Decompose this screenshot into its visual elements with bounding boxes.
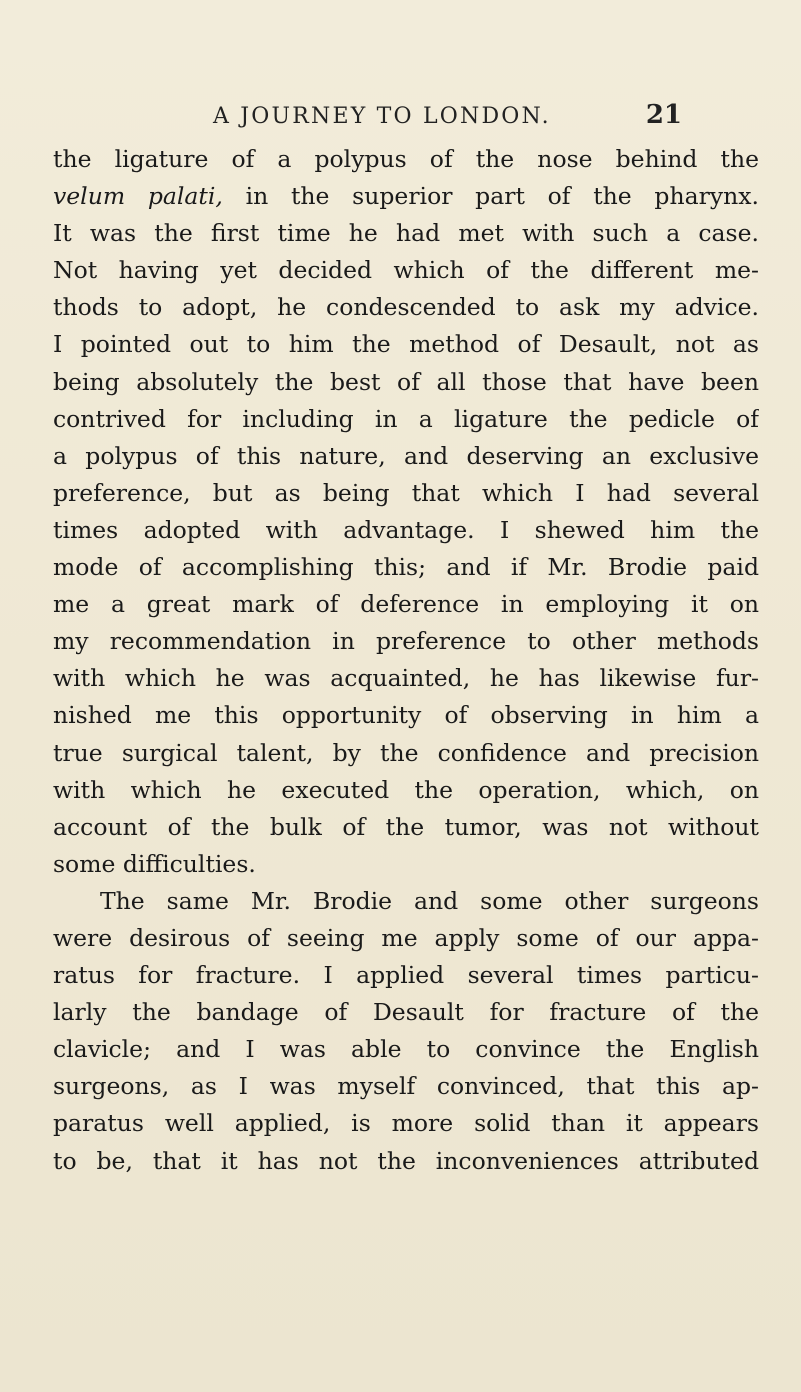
text-line: were desirous of seeing me apply some of our appa- bbox=[53, 923, 759, 952]
text-line: a polypus of this nature, and deserving an exclusive bbox=[53, 441, 759, 470]
text-line: thods to adopt, he condescended to ask my advice. bbox=[53, 293, 759, 322]
text-line: contrived for including in a ligature the pedicle of bbox=[53, 404, 759, 433]
text-line: clavicle; and I was able to convince the English bbox=[53, 1035, 759, 1064]
text-line: Not having yet decided which of the different me- bbox=[53, 256, 759, 285]
text-line: the ligature of a polypus of the nose behind the bbox=[53, 145, 759, 173]
text-line: to be, that it has not the inconveniences attributed bbox=[53, 1146, 759, 1175]
text-line: paratus well applied, is more solid than it appears bbox=[53, 1109, 759, 1138]
paragraph-end-line: some difficulties. bbox=[53, 849, 256, 878]
text-line: me a great mark of deference in employing it on bbox=[53, 590, 759, 619]
page-number: 21 bbox=[645, 100, 682, 130]
text-line: ratus for fracture. I applied several times particu- bbox=[53, 961, 759, 990]
text-line: being absolutely the best of all those that have been bbox=[53, 367, 759, 396]
text-line: surgeons, as I was myself convinced, that this ap- bbox=[53, 1072, 759, 1101]
body-text bbox=[53, 141, 759, 1180]
running-head bbox=[213, 100, 682, 134]
text-line: preference, but as being that which I had several bbox=[53, 478, 759, 507]
text-line: with which he executed the operation, which, on bbox=[53, 775, 759, 804]
text-line: with which he was acquainted, he has likewise fur- bbox=[53, 664, 759, 693]
text-line: It was the first time he had met with such a case. bbox=[53, 219, 759, 248]
text-line: account of the bulk of the tumor, was not without bbox=[53, 812, 759, 841]
text-line: nished me this opportunity of observing in him a bbox=[53, 701, 759, 730]
text-line: I pointed out to him the method of Desault, not as bbox=[53, 330, 759, 359]
text-line: my recommendation in preference to other methods bbox=[53, 627, 759, 656]
running-title: A JOURNEY TO LONDON. bbox=[213, 104, 551, 129]
text-line: velum palati, in the superior part of the pharynx. bbox=[53, 182, 759, 211]
latin-term: velum palati, bbox=[53, 182, 223, 211]
text-line: times adopted with advantage. I shewed him the bbox=[53, 515, 759, 544]
paragraph-start-line: The same Mr. Brodie and some other surgeons bbox=[100, 886, 759, 915]
text-line: larly the bandage of Desault for fracture of the bbox=[53, 998, 759, 1027]
text-line: true surgical talent, by the confidence and precision bbox=[53, 738, 759, 767]
text-line: mode of accomplishing this; and if Mr. Brodie paid bbox=[53, 553, 759, 582]
